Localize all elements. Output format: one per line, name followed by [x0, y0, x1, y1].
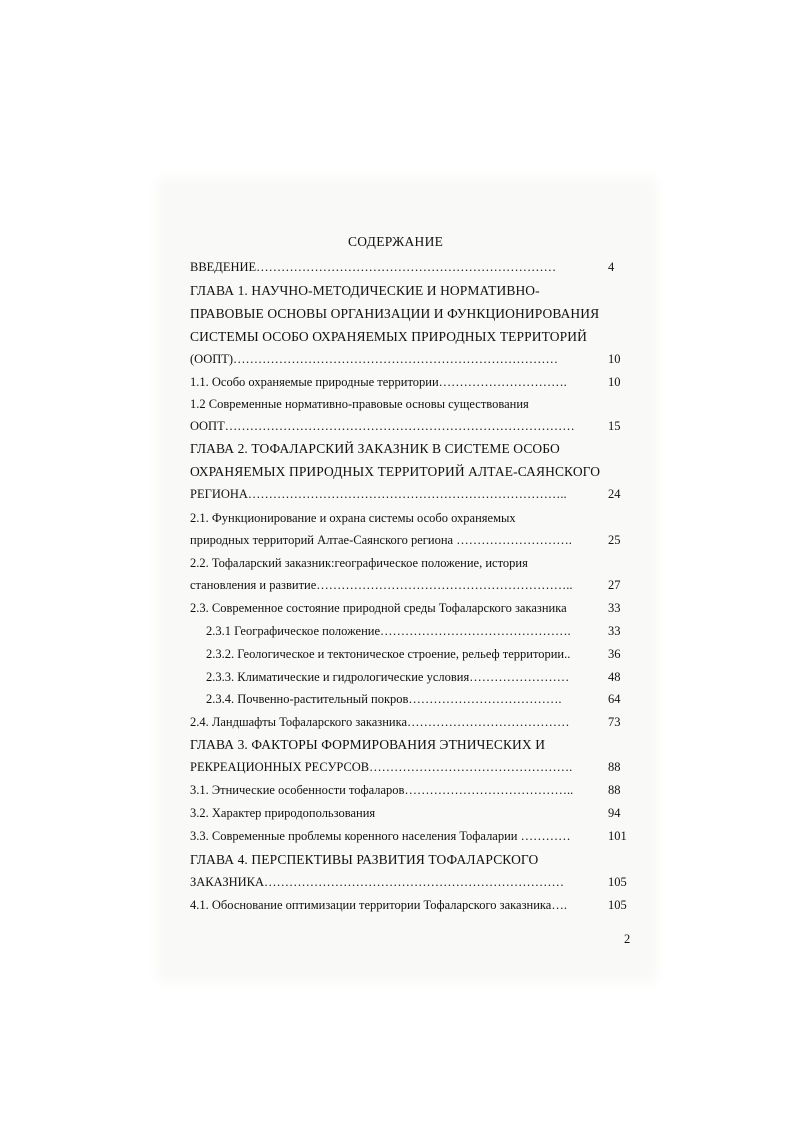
toc-chapter-2-line-2: ОХРАНЯЕМЫХ ПРИРОДНЫХ ТЕРРИТОРИЙ АЛТАЕ-САЯНСКОГО — [190, 464, 601, 479]
toc-entry-1-2-line-1: 1.2 Современные нормативно-правовые основы существования — [190, 397, 529, 411]
toc-entry-2-3: 2.3. Современное состояние природной среды Тофаларского заказника 33 — [190, 601, 621, 615]
toc-entry-2-1-line-2: природных территорий Алтае-Саянского региона ………………………. 25 — [190, 533, 621, 547]
toc-entry-2-3-4: 2.3.4. Почвенно-растительный покров………………………………. 64 — [206, 692, 621, 706]
toc-chapter-4-line-1: ГЛАВА 4. ПЕРСПЕКТИВЫ РАЗВИТИЯ ТОФАЛАРСКОГО — [190, 852, 539, 867]
toc-chapter-3-line-2: РЕКРЕАЦИОННЫХ РЕСУРСОВ…………………………………………. 88 — [190, 760, 621, 774]
toc-chapter-2-line-3: РЕГИОНА………………………………………………………………….. 24 — [190, 487, 621, 501]
toc-entry-1-1: 1.1. Особо охраняемые природные территории…………………………. 10 — [190, 375, 621, 389]
toc-entry-2-3-2: 2.3.2. Геологическое и тектоническое строение, рельеф территории.. 36 — [206, 647, 621, 661]
toc-chapter-2-line-1: ГЛАВА 2. ТОФАЛАРСКИЙ ЗАКАЗНИК В СИСТЕМЕ ОСОБО — [190, 441, 560, 456]
toc-entry-3-2: 3.2. Характер природопользования 94 — [190, 806, 621, 820]
toc-chapter-1-line-4: (ООПТ)…………………………………………………………………… 10 — [190, 352, 621, 366]
toc-entry-3-3: 3.3. Современные проблемы коренного населения Тофаларии ………… 101 — [190, 829, 627, 843]
toc-entry-2-3-3: 2.3.3. Климатические и гидрологические условия…………………… 48 — [206, 670, 621, 684]
toc-entry-1-2-line-2: ООПТ………………………………………………………………………… 15 — [190, 419, 621, 433]
toc-chapter-1-line-1: ГЛАВА 1. НАУЧНО-МЕТОДИЧЕСКИЕ И НОРМАТИВНО- — [190, 283, 540, 298]
toc-entry-2-2-line-2: становления и развитие…………………………………………………….. 27 — [190, 578, 621, 592]
toc-chapter-4-line-2: ЗАКАЗНИКА……………………………………………………………… 105 — [190, 875, 627, 889]
toc-entry-introduction: ВВЕДЕНИЕ……………………………………………………………… 4 — [190, 260, 615, 274]
toc-entry-2-3-1: 2.3.1 Географическое положение………………………………………. 33 — [206, 624, 621, 638]
toc-entry-2-4: 2.4. Ландшафты Тофаларского заказника………………………………… 73 — [190, 715, 621, 729]
toc-entry-2-2-line-1: 2.2. Тофаларский заказник:географическое положение, история — [190, 556, 528, 570]
toc-title: СОДЕРЖАНИЕ — [348, 234, 444, 249]
toc-chapter-1-line-3: СИСТЕМЫ ОСОБО ОХРАНЯЕМЫХ ПРИРОДНЫХ ТЕРРИТОРИЙ — [190, 329, 587, 344]
toc-chapter-3-line-1: ГЛАВА 3. ФАКТОРЫ ФОРМИРОВАНИЯ ЭТНИЧЕСКИХ И — [190, 737, 546, 752]
toc-entry-2-1-line-1: 2.1. Функционирование и охрана системы особо охраняемых — [190, 511, 516, 525]
toc-chapter-1-line-2: ПРАВОВЫЕ ОСНОВЫ ОРГАНИЗАЦИИ И ФУНКЦИОНИРОВАНИЯ — [190, 306, 600, 321]
toc-entry-4-1: 4.1. Обоснование оптимизации территории Тофаларского заказника…. 105 — [190, 898, 627, 912]
toc-entry-3-1: 3.1. Этнические особенности тофаларов………………………………….. 88 — [190, 783, 621, 797]
page-number: 2 — [624, 932, 631, 946]
